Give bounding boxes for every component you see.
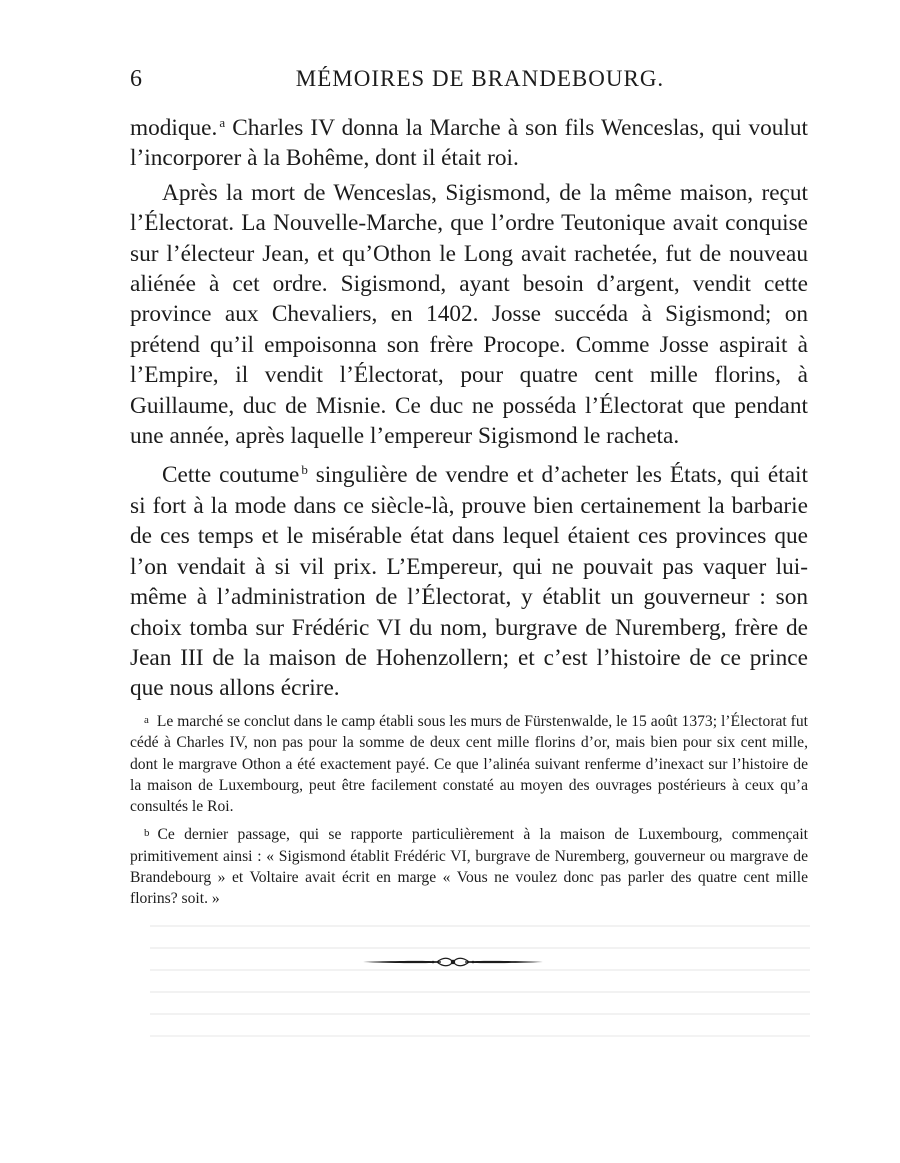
paragraph-1-text: Charles IV donna la Marche à son fils Wenceslas, qui voulut l’incorporer à la Bohême, dont il était roi. — [130, 115, 808, 172]
footnote-marker-a: a — [144, 714, 149, 726]
paragraph-1-start: modique. — [130, 115, 218, 141]
main-text — [130, 108, 808, 708]
paragraph-2: Après la mort de Wenceslas, Sigismond, de la même maison, reçut l’Électorat. La Nouvelle-Marche, que l’ordre Teutonique avait conquise sur l’électeur Jean, et qu’Othon le Long avait rachetée, fut de nouveau aliénée à cet ordre. Sigismond, ayant besoin d’argent, vendit cette province aux Chevaliers, en 1402. Josse succéda à Sigismond; on prétend qu’il empoisonna son frère Procope. Comme Josse aspirait à l’Empire, il vendit l’Électorat, pour quatre cent mille florins, à Guillaume, duc de Misnie. Ce duc ne posséda l’Électorat que pendant une année, après laquelle l’empereur Sigismond le racheta. — [130, 179, 808, 450]
footnote-text-a: Le marché se conclut dans le camp établi sous les murs de Fürstenwalde, le 15 août 1373; l’Électorat fut cédé à Charles IV, non pas pour la somme de deux cent mille florins d’or, mais bien pour six cent mille, dont le margrave Othon a été exactement payé. Ce que l’alinéa suivant renferme d’inexact sur l’histoire de la maison de Luxembourg, peut être facilement constaté au moyen des ouvrages postérieurs à ceux qu’a consultés le Roi. — [130, 713, 808, 816]
fleuron-rule-icon — [363, 952, 543, 972]
footnote-marker-b: b — [144, 827, 150, 840]
page-number: 6 — [130, 66, 143, 92]
paragraph-1 — [130, 108, 808, 174]
footnote-b — [130, 823, 808, 909]
running-head — [130, 66, 810, 100]
running-title: MÉMOIRES DE BRANDEBOURG. — [295, 66, 665, 91]
footnote-ref-b[interactable]: b — [301, 462, 308, 478]
footnote-text-b: Ce dernier passage, qui se rapporte particulièrement à la maison de Luxembourg, commençait primitivement ainsi : « Sigismond établit Frédéric VI, burgrave de Nuremberg, gouverneur ou margrave de Brandebourg » et Voltaire avait écrit en marge « Vous ne voulez donc pas parler des quatre cent mille florins? soit. » — [130, 826, 808, 908]
footnotes — [130, 710, 808, 916]
paragraph-3-start: Cette coutume — [162, 462, 300, 489]
show-through-text — [150, 925, 810, 1065]
paragraph-3 — [130, 455, 808, 703]
paragraph-3-text: singulière de vendre et d’acheter les États, qui était si fort à la mode dans ce siècle-là, prouve bien certainement la barbarie de ces temps et le misérable état dans lequel étaient ces provinces que l’on vendait à si vil prix. L’Empereur, qui ne pouvait pas vaquer lui-même à l’administration de l’Électorat, y établit un gouverneur : son choix tomba sur Frédéric VI du nom, burgrave de Nuremberg, frère de Jean III de la maison de Hohenzollern; et c’est l’histoire de ce prince que nous allons écrire. — [130, 462, 808, 702]
footnote-a — [130, 710, 808, 817]
footnote-ref-a[interactable]: a — [219, 115, 226, 130]
